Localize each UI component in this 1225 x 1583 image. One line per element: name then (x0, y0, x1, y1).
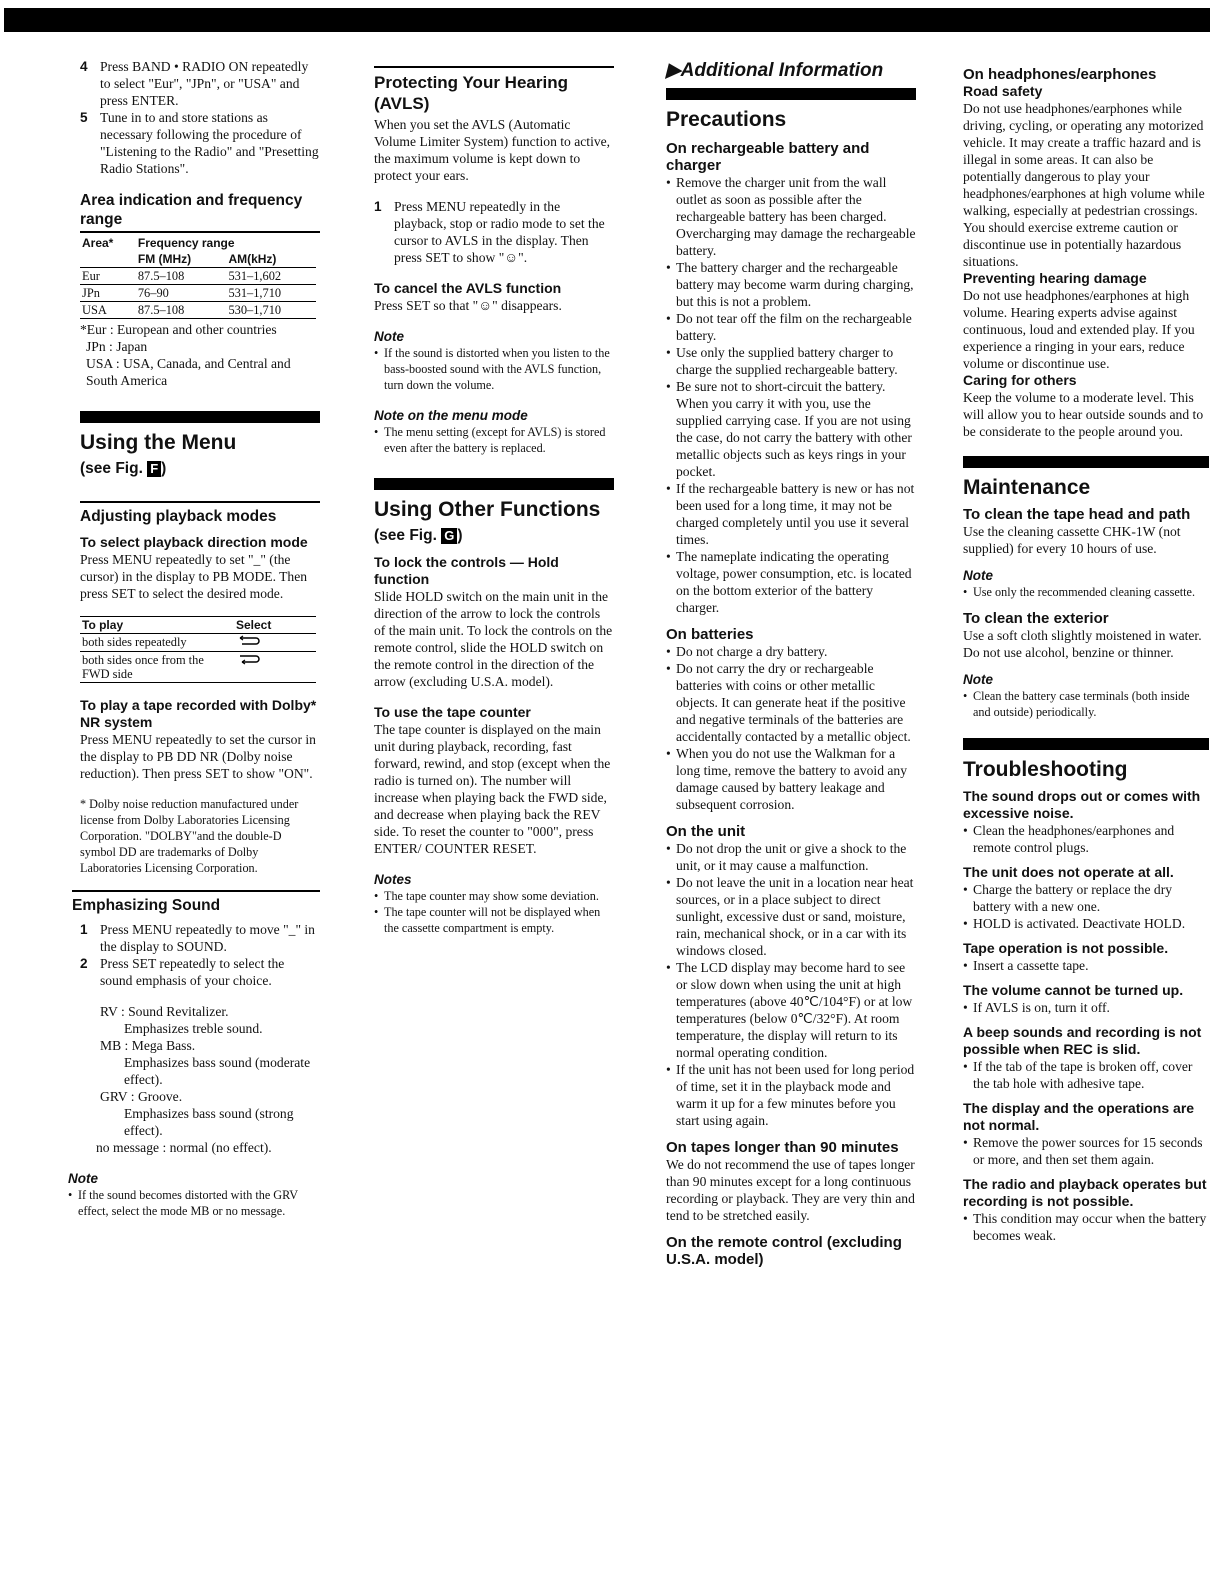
list-item: • Remove the charger unit from the wall outlet as soon as possible after the rechargeable battery has been charged. Overcharging may damage the rechargeable battery. (666, 174, 916, 259)
tapes-heading: On tapes longer than 90 minutes (666, 1139, 899, 1156)
emph-step-1 (80, 921, 320, 955)
problem-question: The volume cannot be turned up. (963, 982, 1184, 998)
column-3 (666, 58, 916, 1268)
mb-desc: Emphasizes bass sound (moderate effect). (124, 1055, 311, 1087)
recharge-list (666, 174, 916, 616)
recharge-heading: On rechargeable battery and charger (666, 140, 870, 174)
table-row (80, 634, 316, 652)
unit-heading: On the unit (666, 823, 746, 840)
emph-step-2-text: Press SET repeatedly to select the sound emphasis of your choice. (100, 956, 285, 988)
counter-notes (374, 888, 614, 936)
th-select: Select (236, 618, 272, 632)
adjust-heading: Adjusting playback modes (80, 508, 277, 525)
legend-usa: USA : USA, Canada, and Central and South America (86, 356, 291, 388)
cancel-text: Press SET so that "☺" disappears. (374, 298, 562, 313)
precautions-title: Precautions (666, 108, 787, 131)
problem-answer: • This condition may occur when the battery becomes weak. (963, 1210, 1209, 1244)
hearing-heading: Preventing hearing damage (963, 270, 1147, 286)
cell: 531–1,602 (228, 269, 282, 283)
lock-text: Slide HOLD switch on the main unit in the direction of the arrow to lock the controls of the main unit. To lock the controls on the remote control, slide the HOLD switch on the remote control in the direction of the arrow (excluding U.S.A. model). (374, 589, 613, 689)
th-am: AM(kHz) (228, 252, 277, 266)
area-heading: Area indication and frequency range (80, 192, 303, 228)
rv-label: RV : Sound Revitalizer. (100, 1004, 229, 1019)
maint-note-2-label: Note (963, 672, 993, 687)
list-item: • The nameplate indicating the operating voltage, power consumption, etc. is located on the bottom exterior of the battery charger. (666, 548, 916, 616)
lock-heading: To lock the controls — Hold function (374, 554, 559, 587)
cell: 76–90 (137, 286, 169, 300)
cell: 87.5–108 (137, 303, 185, 317)
cell: Eur (82, 269, 100, 283)
problem-answer: • If the tab of the tape is broken off, cover the tab hole with adhesive tape. (963, 1058, 1209, 1092)
other-title-text: Using Other Functions (374, 498, 601, 521)
avls-step-1-text: Press MENU repeatedly in the playback, stop or radio mode to set the cursor to AVLS in the display. Then press SET to show "☺". (394, 199, 605, 265)
table-row (80, 302, 316, 319)
batteries-heading: On batteries (666, 626, 754, 643)
nomsg-label: no message : normal (no effect). (96, 1140, 272, 1155)
road-text: Do not use headphones/earphones while driving, cycling, or operating any motorized vehicle. It may create a traffic hazard and is illegal in some areas. It can also be potentially dangerous to play your headphones/earphones at high volume while walking, especially at pedestrian crossings. (963, 101, 1205, 218)
counter-heading: To use the tape counter (374, 704, 531, 720)
fig-f-badge: F (147, 461, 161, 477)
avls-title: Protecting Your Hearing (AVLS) (374, 73, 568, 113)
grv-label: GRV : Groove. (100, 1089, 183, 1104)
clean-head-heading: To clean the tape head and path (963, 506, 1191, 523)
problem-item (963, 788, 1209, 856)
list-item: • The LCD display may become hard to see or slow down when using the unit at high temperatures (above 40℃/104°F) or at low temperatures (below 0℃/32°F). At room temperature, the display will return to its normal operating condition. (666, 959, 916, 1061)
unit-list (666, 840, 916, 1129)
th-to-play: To play (82, 618, 124, 632)
emph-step-1-text: Press MENU repeatedly to move "_" in the display to SOUND. (100, 922, 315, 954)
problem-answer: • Clean the headphones/earphones and remote control plugs. (963, 822, 1209, 856)
problem-answer: • Remove the power sources for 15 seconds or more, and then set them again. (963, 1134, 1209, 1168)
list-item: • The battery charger and the rechargeable battery may become warm during charging, but this is not a problem. (666, 259, 916, 310)
list-item: • Be sure not to short-circuit the battery. When you carry it with you, use the supplied carrying case. If you are not using the case, do not carry the battery with other metallic objects such as keys rings in your pocket. (666, 378, 916, 480)
maint-note-1-label: Note (963, 568, 993, 583)
rv-desc: Emphasizes treble sound. (124, 1021, 263, 1036)
both-sides-once-icon (234, 652, 316, 683)
menu-fig-ref: (see Fig. F ) (80, 460, 167, 477)
avls-text: When you set the AVLS (Automatic Volume Limiter System) function to active, the maximum volume is kept down to protect your ears. (374, 117, 611, 183)
list-item: • Use only the supplied battery charger to charge the supplied rechargeable battery. (666, 344, 916, 378)
avls-steps (374, 198, 614, 266)
legend-eur: *Eur : European and other countries (80, 322, 277, 337)
menu-note-label: Note on the menu mode (374, 408, 528, 423)
list-item: • When you do not use the Walkman for a long time, remove the battery to avoid any damage caused by battery leakage and subsequent corrosion. (666, 745, 916, 813)
list-item: • If the rechargeable battery is new or has not been used for a long time, it may not be charged completely until you use it several times. (666, 480, 916, 548)
problem-item (963, 940, 1209, 974)
add-info-heading (666, 62, 916, 80)
problem-question: The unit does not operate at all. (963, 864, 1174, 880)
problem-item (963, 1100, 1209, 1168)
note-item: • If the sound becomes distorted with the GRV effect, select the mode MB or no message. (68, 1187, 320, 1219)
remote-heading: On the remote control (excluding U.S.A. model) (666, 1234, 902, 1268)
cell: 87.5–108 (137, 269, 185, 283)
other-fig-ref: (see Fig. G ) (374, 527, 463, 544)
other-fig-text: (see Fig. (374, 527, 442, 544)
list-item: • If the unit has not been used for long period of time, set it in the playback mode and warm it up for a few minutes before you start using again. (666, 1061, 916, 1129)
problem-answer: • HOLD is activated. Deactivate HOLD. (963, 915, 1209, 932)
problem-answer: • Insert a cassette tape. (963, 957, 1209, 974)
cell: 531–1,710 (228, 286, 282, 300)
top-black-bar (4, 8, 1210, 32)
cell: 530–1,710 (228, 303, 282, 317)
select-dir-heading: To select playback direction mode (80, 534, 308, 550)
section-bar (963, 738, 1209, 750)
troubleshooting-title: Troubleshooting (963, 758, 1128, 781)
legend-jpn: JPn : Japan (86, 339, 148, 354)
step-4-text: Press BAND • RADIO ON repeatedly to select "Eur", "JPn", or "USA" and press ENTER. (100, 59, 309, 108)
table-row (80, 268, 316, 285)
avls-note-list (374, 345, 614, 393)
problem-item (963, 982, 1209, 1016)
emph-title: Emphasizing Sound (72, 897, 221, 914)
counter-text: The tape counter is displayed on the main unit during playback, recording, fast forward, rewind, and stop (except when the radio is turned on). The number will increase when playing back the FWD side, and decrease when playing back the REV side. To reset the counter to "000", press ENTER/ COUNTER RESET. (374, 722, 611, 856)
th-fm: FM (MHz) (137, 252, 192, 266)
mb-label: MB : Mega Bass. (100, 1038, 196, 1053)
frequency-table (80, 235, 316, 319)
list-item: • Do not carry the dry or rechargeable batteries with coins or other metallic objects. It can generate heat if the positive and negative terminals of the batteries are accidentally contacted by a metallic object. (666, 660, 916, 745)
list-item: • Do not tear off the film on the rechargeable battery. (666, 310, 916, 344)
step-4 (80, 58, 320, 109)
tapes-text: We do not recommend the use of tapes longer than 90 minutes except for a long continuous recording or playback. They are very thin and tend to be stretched easily. (666, 1157, 915, 1223)
column-2 (374, 58, 614, 936)
section-bar (963, 456, 1209, 468)
table-row (80, 652, 316, 683)
cancel-heading: To cancel the AVLS function (374, 280, 562, 296)
add-info-text: Additional Information (680, 60, 884, 81)
avls-note-label: Note (374, 329, 404, 344)
play-triangle-icon: ▶ (666, 60, 681, 81)
other-title (374, 498, 614, 548)
select-dir-text: Press MENU repeatedly to set "_" (the cursor) in the display to PB MODE. Then press SET to select the desired mode. (80, 552, 308, 601)
dolby-heading: To play a tape recorded with Dolby* NR system (80, 697, 317, 730)
clean-head-text: Use the cleaning cassette CHK-1W (not supplied) for every 10 hours of use. (963, 524, 1181, 556)
note-label: Note (68, 1171, 98, 1186)
step-5 (80, 109, 320, 177)
maintenance-title: Maintenance (963, 476, 1091, 499)
note-item: • If the sound is distorted when you listen to the bass-boosted sound with the AVLS function, turn down the volume. (374, 345, 614, 393)
menu-fig-text: (see Fig. (80, 460, 148, 477)
play-mode-table (80, 616, 316, 683)
dolby-text: Press MENU repeatedly to set the cursor in the display to PB DD NR (Dolby noise reduction). Then press SET to show "ON". (80, 732, 316, 781)
th-area: Area* (82, 236, 114, 250)
caring-heading: Caring for others (963, 372, 1077, 388)
column-1 (68, 58, 320, 1219)
cell: both sides once from the FWD side (82, 653, 204, 681)
radio-steps (80, 58, 320, 177)
maint-note-1-list (963, 584, 1209, 600)
list-item: • Do not drop the unit or give a shock to the unit, or it may cause a malfunction. (666, 840, 916, 874)
column-4 (963, 58, 1209, 1244)
cell: both sides repeatedly (82, 635, 187, 649)
note-item: • The menu setting (except for AVLS) is stored even after the battery is replaced. (374, 424, 614, 456)
section-bar (374, 478, 614, 490)
menu-title-text: Using the Menu (80, 431, 237, 454)
problem-item (963, 1176, 1209, 1244)
problem-answer: • If AVLS is on, turn it off. (963, 999, 1209, 1016)
note-item: • Clean the battery case terminals (both inside and outside) periodically. (963, 688, 1209, 720)
headphones-heading: On headphones/earphones (963, 66, 1157, 83)
hearing-text: Do not use headphones/earphones at high volume. Hearing experts advise against continuous, loud and extended play. If you experience a ringing in your ears, reduce volume or discontinue use. (963, 288, 1195, 371)
avls-step-1 (374, 198, 614, 266)
list-item: • Do not charge a dry battery. (666, 643, 916, 660)
road-text-2: You should exercise extreme caution or discontinue use in potentially hazardous situations. (963, 220, 1182, 269)
maint-note-2-list (963, 688, 1209, 720)
grv-desc: Emphasizes bass sound (strong effect). (124, 1106, 294, 1138)
problem-item (963, 864, 1209, 932)
section-bar (80, 411, 320, 423)
repeat-both-icon (234, 634, 316, 652)
note-item: • Use only the recommended cleaning cassette. (963, 584, 1209, 600)
dolby-footnote: * Dolby noise reduction manufactured under license from Dolby Laboratories Licensing Corporation. "DOLBY"and the double-D symbol DD are trademarks of Dolby Laboratories Licensing Corporation. (80, 797, 299, 875)
problem-question: A beep sounds and recording is not possible when REC is slid. (963, 1024, 1202, 1057)
step-5-text: Tune in to and store stations as necessary following the procedure of "Listening to the Radio" and "Presetting Radio Stations". (100, 110, 319, 176)
emph-step-2 (80, 955, 320, 989)
emph-steps (80, 921, 320, 989)
menu-note-list (374, 424, 614, 456)
exterior-text: Use a soft cloth slightly moistened in water. Do not use alcohol, benzine or thinner. (963, 628, 1202, 660)
note-item: • The tape counter will not be displayed when the cassette compartment is empty. (374, 904, 614, 936)
section-bar (666, 88, 916, 100)
fig-g-badge: G (441, 528, 457, 544)
note-list (68, 1187, 320, 1219)
exterior-heading: To clean the exterior (963, 610, 1109, 627)
menu-title (80, 431, 320, 481)
problem-answer: • Charge the battery or replace the dry battery with a new one. (963, 881, 1209, 915)
road-heading: Road safety (963, 83, 1043, 99)
problem-question: The display and the operations are not normal. (963, 1100, 1195, 1133)
cell: USA (82, 303, 107, 317)
th-frequency: Frequency range (137, 236, 235, 250)
problem-item (963, 1024, 1209, 1092)
notes-label: Notes (374, 872, 412, 887)
caring-text: Keep the volume to a moderate level. This will allow you to hear outside sounds and to be considerate to the people around you. (963, 390, 1204, 439)
problem-question: Tape operation is not possible. (963, 940, 1169, 956)
list-item: • Do not leave the unit in a location near heat sources, or in a place subject to direct sunlight, excessive dust or sand, moisture, rain, mechanical shock, or in a car with its windows closed. (666, 874, 916, 959)
problem-question: The radio and playback operates but recording is not possible. (963, 1176, 1207, 1209)
problem-question: The sound drops out or comes with excessive noise. (963, 788, 1201, 821)
note-item: • The tape counter may show some deviation. (374, 888, 614, 904)
cell: JPn (82, 286, 100, 300)
batteries-list (666, 643, 916, 813)
table-row (80, 285, 316, 302)
